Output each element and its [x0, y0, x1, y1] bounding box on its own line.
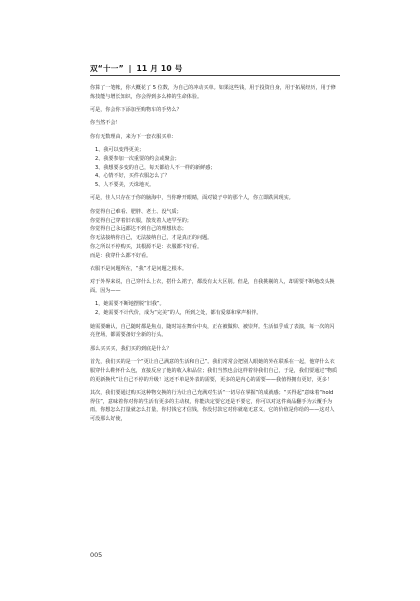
header-date: 11 月 10 号: [136, 64, 183, 73]
page-number: 005: [90, 551, 103, 559]
text-line: 你觉得自己穿着旧衣服，散发着人迹罕至的；: [90, 217, 192, 224]
line-group: [90, 208, 338, 261]
text-line: 你觉得自己永远都达不到自己的理想状态；: [90, 226, 187, 233]
list-item: 1、我可以变得更美；: [95, 146, 145, 153]
list-item: 2，她需要不计代价，成为“完美”的人，所到之处，都有爱慕和掌声相伴。: [95, 310, 262, 317]
text-line: 而是：我穿什么都不好看。: [90, 252, 152, 259]
text-line: 你觉得自己难看、肥胖、老土、没气质；: [90, 208, 182, 215]
page-header: [90, 63, 350, 74]
header-rule: [90, 75, 340, 76]
paragraph: 可是，佳人只存在于你的脑海中，当你睁开眼睛，面对镜子中的那个人，你立即跌回现实。: [90, 195, 294, 202]
list-item: 5、人不要美，天诛地灭。: [95, 182, 155, 189]
numbered-list: [95, 300, 338, 318]
text-line: 你无法接纳你自己，无法接纳自己，才是真正的问题。: [90, 235, 213, 242]
paragraph: 可是，你会你下添加至购物车的手势么？: [90, 107, 182, 114]
paragraph: 你当然不会！: [90, 120, 121, 127]
list-item: 2、我要参加一次重要的约会或聚会；: [95, 155, 180, 162]
header-separator: |: [128, 64, 132, 73]
text-line: 你之所以不停购买，其根源不是：衣服都不好看。: [90, 243, 203, 250]
list-item: 1，她需要不断地摆脱“旧我”。: [95, 301, 165, 308]
paragraph: 首先，我们买的是一个“更让自己满意的生活和自己”。我们常常会把别人眼她的外在联系在一起，他穿什么衣服穿什么鞋怀什么包，直接反应了他的收入和品位；我们当然也会这样着待我们自己，于是，我们要通过“物质的更新换代”让自己不停的升级！这还不单是外表的需要，更多的是内心的需要——我值得拥有更好，更多！: [90, 358, 338, 383]
header-title: 双“十一”: [90, 64, 124, 73]
body-text: [90, 84, 338, 429]
paragraph: 衣服不是问题所在，“我”才是问题之根本。: [90, 266, 187, 273]
paragraph: 对于外界来说，自己穿什么上衣，搭什么裙子，都没有太大区别。但是，自我挑剔的人，却需要不断地改头换面。因为——: [90, 279, 335, 295]
paragraph: 那么买买买，我们买的到底是什么？: [90, 345, 172, 352]
paragraph: 她需要确认，自己随时都是焦点，随时站在舞台中央，正在被做仰、被崇拜。生活似乎成了表演，每一次的闪亮登场，都需要备好全新的行头。: [90, 323, 335, 339]
paragraph: 你有无数理由，来为下一套衣服买单：: [90, 133, 177, 140]
list-item: 3、我想要多变的自己，每天都给人不一样的新鲜感；: [95, 164, 216, 171]
list-item: 4、心情不好，买件衣服怎么了？: [95, 173, 170, 180]
numbered-list: [95, 146, 338, 190]
paragraph: 其次，我们要通过购买这种物交换的行为让自己充满对生活“一切尽在掌握”的成就感；“买得起”意味着“hold 得住”，意味着你对你的生活有更多的主动权，你能决定要它还是不要它，你可以对这件商品翻手为云覆手为雨，你想怎么打量就怎么打量，你付钱它才信钱，你没付款它对你就毫无意义，它的价值是你给的——这对人可没那么好使，: [90, 389, 335, 423]
paragraph: 你算了一笔帐，你大概花了 5 位数，为自己的冲动买单。如果这些钱，用于投资自身，用于拓展经历，用于修炼技能与增长知识，你会得到多么棒的生命体验。: [90, 85, 336, 100]
